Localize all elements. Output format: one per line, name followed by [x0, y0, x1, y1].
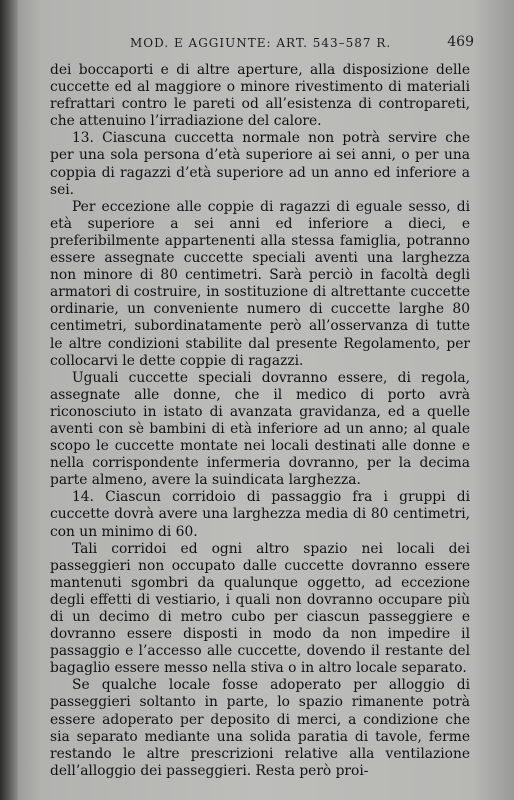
- running-title: MOD. E AGGIUNTE: ART. 543–587 R.: [130, 36, 392, 50]
- paragraph-uguali-cuccette: Uguali cuccette speciali dovranno essere, di regola, assegnate alle donne, che il medico di porto avrà riconosciuto in istato di avanzata gravidanza, ed a quelle aventi con sè bambini di età inferiore ad un anno; al quale scopo le cuccette montate nei locali destinati alle donne e nella corrispondente infermeria dovranno, per la decima parte almeno, avere la suindicata larghezza.: [50, 369, 470, 489]
- book-spine-shadow: [0, 0, 18, 800]
- paragraph-eccezione: Per eccezione alle coppie di ragazzi di eguale sesso, di età superiore a sei anni ed inferiore a dieci, e preferibilmente appartenenti alla stessa famiglia, potranno essere assegnate cuccette speciali aventi una larghezza non minore di 80 centimetri. Sarà perciò in facoltà degli armatori di costruire, in sostituzione di altrettante cuccette ordinarie, un conveniente numero di cuccette larghe 80 centimetri, subordinatamente però all’osservanza di tutte le altre condizioni stabilite dal presente Regolamento, per collocarvi le dette coppie di ragazzi.: [50, 198, 470, 369]
- paragraph-se-qualche-locale: Se qualche locale fosse adoperato per alloggio di passeggieri soltanto in parte, lo spazio rimanente potrà essere adoperato per deposito di merci, a condizione che sia separato mediante una solida paratia di tavole, ferme restando le altre prescrizioni relative alla ventilazione dell’alloggio dei passeggieri. Resta però proi-: [50, 677, 470, 779]
- paragraph-1: dei boccaporti e di altre aperture, alla disposizione delle cuccette ed al maggiore o minore rivestimento di materiali refrattari contro le pareti od all’esistenza di contropareti, che attenuino l’irradiazione del calore.: [50, 62, 470, 130]
- paragraph-14-art: 14. Ciascun corridoio di passaggio fra i gruppi di cuccette dovrà avere una larghezza media di 80 centimetri, con un minimo di 60.: [50, 489, 470, 540]
- paragraph-tali-corridoi: Tali corridoi ed ogni altro spazio nei locali dei passeggieri non occupato dalle cuccette dovranno essere mantenuti sgombri da qualunque oggetto, ad eccezione degli effetti di vestiario, i quali non dovranno occupare più di un decimo di metro cubo per ciascun passeggiere e dovranno essere disposti in modo da non impedire il passaggio e l’accesso alle cuccette, dovendo il restante del bagaglio essere messo nella stiva o in altro locale separato.: [50, 540, 470, 677]
- paragraph-13-art: 13. Ciascuna cuccetta normale non potrà servire che per una sola persona d’età superiore ai sei anni, o per una coppia di ragazzi d’età superiore ad un anno ed inferiore a sei.: [50, 130, 470, 198]
- page-header: [130, 34, 474, 52]
- page-number: 469: [447, 34, 474, 50]
- page-body-text: [50, 62, 470, 780]
